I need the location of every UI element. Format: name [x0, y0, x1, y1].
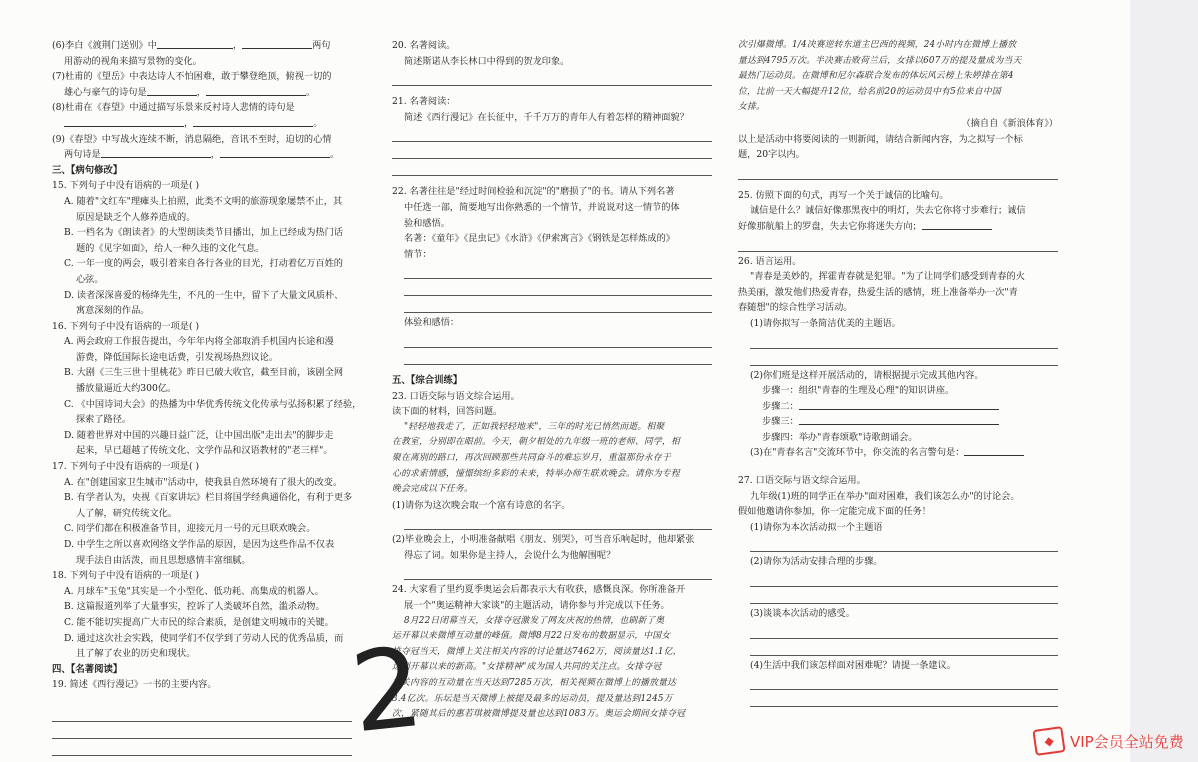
q23-2-cont: 得忘了词。如果你是主持人，会说什么为他解围呢？: [404, 549, 616, 561]
material-text: 心的求索情感，憧憬缤纷多彩的未来，特举办师生联欢晚会。请你为专程: [392, 468, 680, 479]
option-cont: 原因是缺乏个人修养造成的。: [76, 211, 196, 223]
material-text: 在教室，分别即在眼前。今天，朝夕相处的九年级一班的老师、同学，相: [392, 437, 680, 448]
answer-line[interactable]: [750, 624, 1058, 639]
q26: 26. 语言运用。: [738, 255, 802, 267]
news-text: 8月22日闭幕当天，女排夺冠激发了网友庆祝的热情，也刷新了奥: [404, 615, 665, 626]
option: D. 随着世界对中国的兴趣日益广泛，让中国出版"走出去"的脚步走: [64, 429, 334, 441]
news-text: 排夺冠当天，微博上关注相关内容的讨论量达7462万，阅读量达1.1亿，: [392, 646, 682, 657]
option-cont: 现手法自由活泼，而且思想感情丰富细腻。: [76, 554, 251, 566]
option: B. 有学者认为，央视《百家讲坛》栏目将国学经典通俗化，有利于更多: [64, 492, 353, 504]
q27-4: (4)生活中我们该怎样面对困难呢？请提一条建议。: [750, 659, 956, 671]
q21: 21. 名著阅读：: [392, 96, 456, 108]
option-cont: 寓意深刻的作品。: [76, 305, 150, 317]
answer-line[interactable]: [404, 333, 712, 348]
q26-3: (3)在"青春名言"交流环节中，你交流的名言警句是：: [738, 445, 1058, 461]
answer-line[interactable]: [750, 572, 1058, 587]
q14-9: (9)《春望》中写战火连续不断，消息隔绝，音讯不至时，迫切的心情: [52, 133, 332, 145]
news-text: 次引爆微博。1/4决赛逆转东道主巴西的视频，24小时内在微博上播放: [738, 40, 1017, 50]
q25-example: 诚信是什么？诚信好像那黑夜中的明灯，失去它你将寸步难行；诚信: [750, 205, 1026, 217]
diamond-icon: ◆: [1032, 726, 1065, 756]
column-left: [52, 38, 370, 758]
answer-line[interactable]: [404, 350, 712, 365]
q27-text: 九年级(1)班的同学正在举办"面对困难，我们该怎么办"的讨论会。: [750, 490, 1020, 502]
q27: 27. 口语交际与语文综合运用。: [738, 475, 866, 487]
q27-2: (2)请你为活动安排合理的步骤。: [750, 556, 883, 568]
material-text: "轻轻地我走了，正如我轻轻地来"，三年的时光已悄然而逝。相聚: [404, 421, 665, 432]
q17: 17. 下列句子中没有语病的一项是( ): [52, 461, 200, 473]
answer-line[interactable]: [750, 589, 1058, 604]
answer-line[interactable]: [52, 707, 352, 722]
q14-8: (8)杜甫在《春望》中通过描写乐景来反衬诗人悲情的诗句是: [52, 102, 295, 114]
q23-intro: 读下面的材料，回答问题。: [392, 406, 503, 418]
option: B. 大剧《三生三世十里桃花》昨日已破大收官，截至目前，该剧全网: [64, 367, 344, 379]
option: B. 这篇报道列举了大量事实，控诉了人类破坏自然，滥杀动物。: [64, 601, 325, 613]
q24-task: 以上是活动中将要阅读的一则新闻，请结合新闻内容，为之拟写一个标: [738, 133, 1023, 145]
option-cont: 探索了路径。: [76, 414, 132, 426]
answer-line[interactable]: [392, 161, 712, 176]
page-number: 2: [345, 622, 429, 758]
page-margin: [1130, 0, 1198, 762]
q25: 25. 仿照下面的句式，再写一个关于诚信的比喻句。: [738, 189, 949, 201]
answer-line[interactable]: [750, 334, 1058, 349]
q26-text: 春随想"的综合性学习活动。: [738, 302, 853, 314]
column-middle: [392, 38, 712, 723]
vip-label: VIP会员全站免费: [1070, 732, 1184, 751]
option: C. 《中国诗词大会》的热播为中华优秀传统文化传承与弘扬积累了经验，: [64, 398, 362, 410]
answer-line[interactable]: [750, 641, 1058, 656]
vip-badge[interactable]: [1034, 726, 1198, 756]
answer-line[interactable]: [750, 675, 1058, 690]
q18: 18. 下列句子中没有语病的一项是( ): [52, 570, 200, 582]
answer-line[interactable]: [52, 741, 352, 756]
option: C. 能不能切实提高广大市民的综合素质，是创建文明城市的关键。: [64, 616, 334, 628]
answer-blank: ， 。: [52, 116, 370, 132]
q24-cont: 展一个"奥运精神大家谈"的主题活动，请你参与并完成以下任务。: [404, 600, 670, 612]
material-text: 聚在离别的路口，再次回顾那些共同奋斗的难忘岁月，重温那份永存于: [392, 452, 671, 463]
news-text: 相关内容的互动量在当天达到7285万次，相关视频在微博上的播放量达: [392, 678, 677, 689]
answer-line[interactable]: [52, 724, 352, 739]
option: B. 一档名为《朗读者》的大型朗读类节目播出，加上已经成为热门话: [64, 227, 344, 239]
answer-line[interactable]: [738, 165, 1058, 180]
answer-line[interactable]: [392, 127, 712, 142]
answer-line[interactable]: [750, 351, 1058, 366]
news-text: 3.4亿次。乐坛是当天微博上被提及最多的运动员，提及量达到1245万: [392, 693, 673, 704]
q23-2: (2)毕业晚会上，小明准备献唱《朋友、别哭》，可当音乐响起时，他却紧张: [392, 534, 695, 546]
answer-line[interactable]: [404, 281, 712, 296]
news-text: 量达到4795万次。半决赛击败荷兰后，女排以607万的提及量成为当天: [738, 55, 1022, 66]
q26-text: 热美丽，激发他们热爱青春，热爱生活的感情，班上准备举办一次"青: [738, 286, 1018, 298]
section-title-comprehensive: 五、【综合训练】: [392, 374, 463, 386]
option: C. 同学们都在积极准备节目，迎接元月一号的元旦联欢晚会。: [64, 523, 316, 535]
text-line: 两句诗是 ， 。: [64, 149, 340, 161]
q21-prompt: 简述《西行漫记》在长征中，千千万万的青年人有着怎样的精神面貌？: [404, 111, 689, 123]
news-text: 最热门运动员。在微博和尼尔森联合发布的体坛风云榜上朱婷排在第4: [738, 71, 1014, 82]
q22: 22. 名著往往是"经过时间检验和沉淀"的"磨损了"的书。请从下列名著: [392, 186, 675, 198]
q26-1: (1)请你拟写一条简洁优美的主题语。: [750, 317, 901, 329]
q27-3: (3)谈谈本次活动的感受。: [750, 608, 855, 620]
option: A. 两会政府工作报告提出，今年年内将全部取消手机国内长途和漫: [64, 336, 334, 348]
section-title-sentence-correction: 三、【病句修改】: [52, 164, 123, 176]
q14-6: (6)李白《渡荆门送别》中 ， 两句: [52, 40, 331, 51]
q27-text: 假如他邀请你参加，你一定能完成下面的任务！: [738, 506, 931, 518]
q20-prompt: 简述斯诺从李长林口中得到的贺龙印象。: [404, 55, 570, 67]
q22-feeling-label: 体验和感悟：: [404, 317, 460, 329]
column-right: [738, 38, 1058, 709]
q22-cont: 验和感悟。: [404, 217, 450, 229]
q19: 19. 简述《西行漫记》一书的主要内容。: [52, 679, 217, 691]
q22-books: 名著：《童年》《昆虫记》《水浒》《伊索寓言》《钢铁是怎样炼成的》: [404, 233, 675, 245]
q14-7: (7)杜甫的《望岳》中表达诗人不怕困难，敢于攀登绝顶，俯视一切的: [52, 71, 332, 83]
answer-line[interactable]: [392, 144, 712, 159]
answer-line[interactable]: [392, 71, 712, 86]
q26-2: (2)你们班是这样开展活动的，请根据提示完成其他内容。: [750, 369, 984, 381]
option: D. 通过这次社会实践，使同学们不仅学到了劳动人民的优秀品质，而: [64, 632, 344, 644]
option-cont: 起来，早已超越了传统文化、文学作品和汉语教材的"老三样"。: [76, 445, 333, 457]
material-text: 晚会完成以下任务。: [392, 484, 473, 495]
option: A. 随着"文红车"理瘫头上拍照，此类不文明的旅游现象屡禁不止，其: [64, 195, 343, 207]
answer-line[interactable]: [750, 692, 1058, 707]
option: A. 在"创建国家卫生城市"活动中，使我县自然环境有了很大的改变。: [64, 476, 343, 488]
q25-example-cont: 好像那航船上的罗盘，失去它你将迷失方向；: [738, 219, 1058, 235]
answer-line[interactable]: [404, 515, 712, 530]
news-text: 女排。: [738, 102, 765, 113]
q22-plot-label: 情节：: [404, 248, 432, 260]
q27-1: (1)请你为本次活动拟一个主题语: [750, 521, 883, 533]
answer-line[interactable]: [738, 237, 1058, 252]
option-cont: 游费，降低国际长途电话费，引发视场热烈议论。: [76, 351, 279, 363]
option-cont: 且了解了农业的历史和现状。: [76, 648, 196, 660]
news-source: （摘自自《新浪体育》）: [961, 117, 1058, 129]
q20: 20. 名著阅读。: [392, 40, 456, 51]
q23-1: (1)请你为这次晚会取一个富有诗意的名字。: [392, 499, 571, 511]
answer-line[interactable]: [404, 264, 712, 279]
option-cont: 人了解，研究传统文化。: [76, 507, 178, 519]
news-text: 次，紧随其后的惠若琪被微博提及量也达到1083万。奥运会期间女排夺冠: [392, 709, 686, 720]
news-text: 达到开幕以来的新高。"女排精神"成为国人共同的关注点。女排夺冠: [392, 662, 662, 673]
answer-line[interactable]: [750, 537, 1058, 552]
text-line: 雄心与豪气的诗句是 ， 。: [64, 86, 316, 98]
q22-cont: 中任选一部，简要地写出你熟悉的一个情节，并说说对这一情节的体: [404, 201, 680, 213]
answer-line[interactable]: [404, 298, 712, 313]
news-text: 运开幕以来微博互动量的峰值。微博8月22日发布的数据显示，中国女: [392, 631, 671, 642]
text-line: 用游动的视角来描写景物的变化。: [64, 55, 202, 67]
section-title-classics: 四、【名著阅读】: [52, 663, 123, 675]
step-1: 步骤一：组织"青春的生理及心理"的知识讲座。: [762, 385, 955, 397]
answer-line[interactable]: [404, 565, 712, 580]
step-4: 步骤四：举办"青春颂歌"诗歌朗诵会。: [762, 431, 918, 443]
q16: 16. 下列句子中没有语病的一项是( ): [52, 320, 200, 332]
q24-task-cont: 题，20字以内。: [738, 149, 805, 161]
option: D. 读者深深喜爱的杨绛先生，不凡的一生中，留下了大量文风质朴、: [64, 289, 344, 301]
q15: 15. 下列句子中没有语病的一项是( ): [52, 180, 200, 192]
news-text: 位，比前一天大幅提升12位，给名前20的运动员中有5位来自中国: [738, 86, 1001, 97]
option-cont: 播放量逼近大约300亿。: [76, 383, 177, 395]
q26-text: "青春是美妙的，挥霍青春就是犯罪。"为了让同学们感受到青春的火: [750, 271, 1025, 283]
option-cont: 心弦。: [76, 273, 104, 285]
q24: 24. 大家看了里约夏季奥运会后都表示大有收获，感慨良深。你所准备开: [392, 584, 686, 596]
option: C. 一年一度的两会，吸引着来自各行各业的目光，打动着亿万百姓的: [64, 258, 343, 270]
q23: 23. 口语交际与语文综合运用。: [392, 390, 520, 402]
option-cont: 题的《见字如面》，给人一种久违的文化气息。: [76, 242, 265, 254]
option: A. 月球车"玉兔"其实是一个小型化、低功耗、高集成的机器人。: [64, 585, 324, 597]
option: D. 中学生之所以喜欢网络文学作品的原因，是因为这些作品不仅表: [64, 539, 335, 550]
step-2: 步骤二：: [738, 399, 1058, 415]
step-3: 步骤三：: [738, 414, 1058, 430]
